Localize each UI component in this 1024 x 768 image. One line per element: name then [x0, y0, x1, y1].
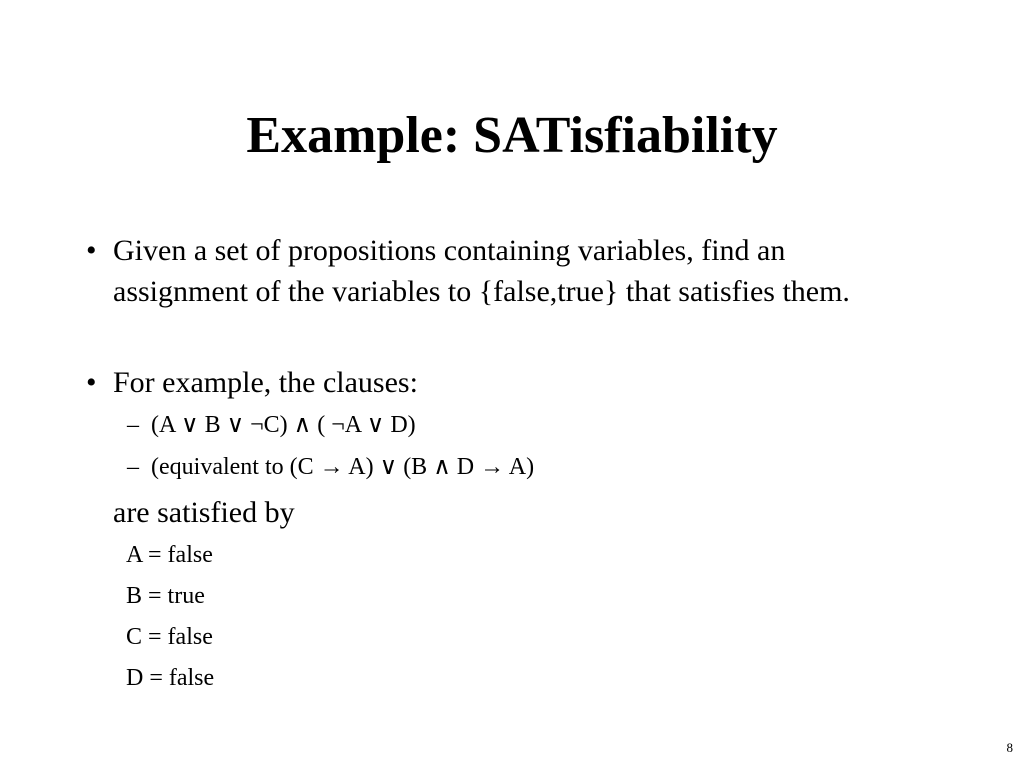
sub-bullet-marker: – [127, 454, 139, 480]
equivalent-formula: (equivalent to (C → A) ∨ (B ∧ D → A) [151, 454, 535, 480]
bullet-text: For example, the clauses: [113, 366, 418, 399]
page-number: 8 [1006, 740, 1013, 755]
bullet-marker: • [86, 366, 97, 399]
assignment-a: A = false [126, 542, 213, 568]
bullet-marker: • [86, 234, 97, 267]
assignment-c: C = false [126, 624, 213, 650]
continuation-text: are satisfied by [113, 496, 295, 529]
assignment-b: B = true [126, 583, 205, 609]
slide-title: Example: SATisfiability [246, 107, 778, 164]
sub-bullet-marker: – [127, 412, 139, 438]
clause-formula: (A ∨ B ∨ ¬C) ∧ ( ¬A ∨ D) [151, 412, 416, 438]
assignment-d: D = false [126, 665, 215, 691]
bullet-text: Given a set of propositions containing variables, find an assignment of the variables to {false,true} that satisfies them. [113, 234, 850, 308]
